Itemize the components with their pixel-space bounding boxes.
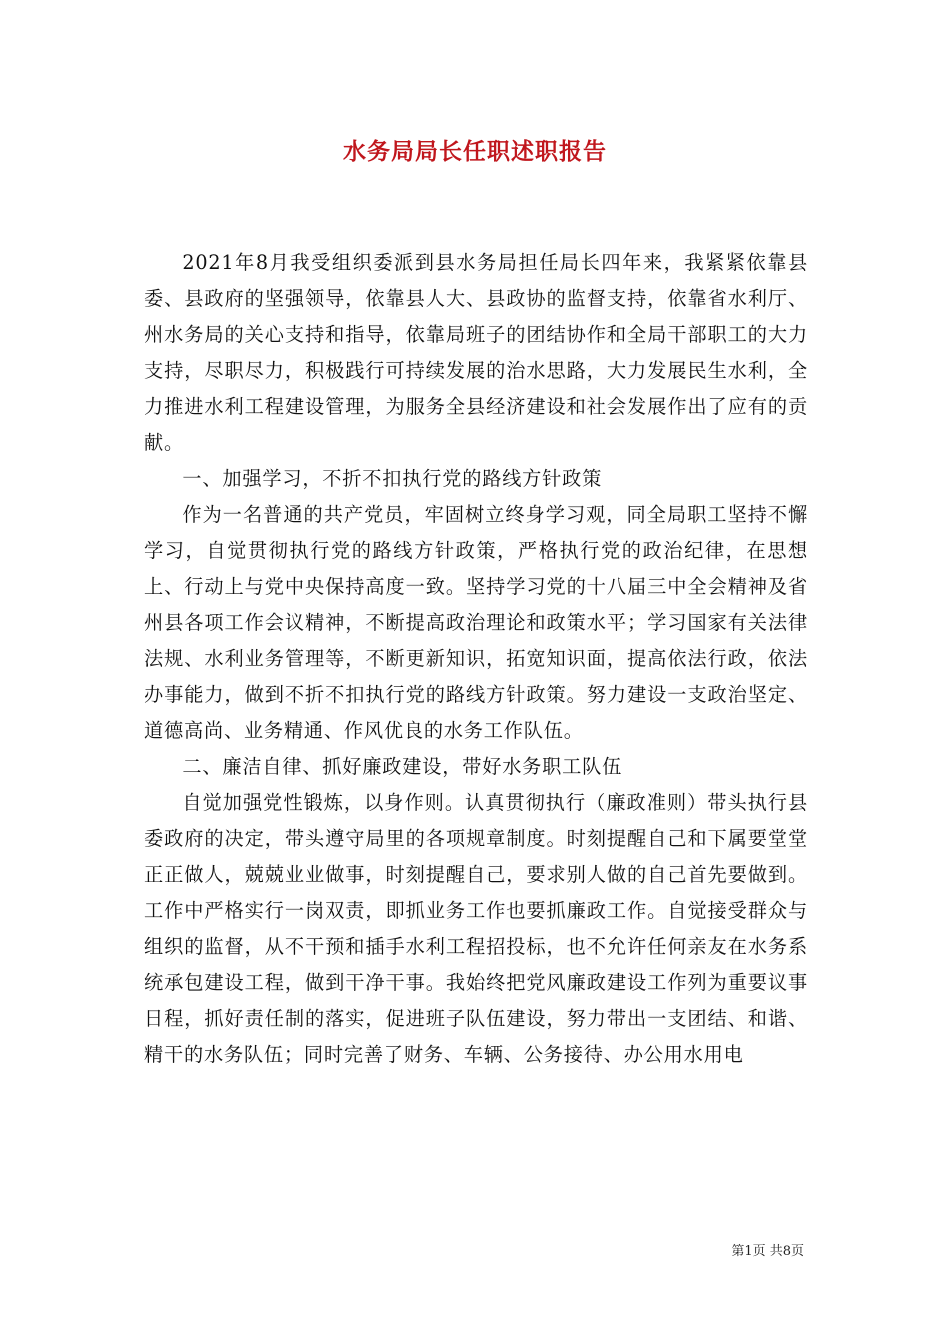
document-title: 水务局局长任职述职报告 [343,138,607,165]
page-number: 第1页 共8页 [731,1244,804,1259]
document-body [144,245,808,1073]
section-heading-2: 二、廉洁自律、抓好廉政建设，带好水务职工队伍 [182,755,623,778]
paragraph-intro: 2021年8月我受组织委派到县水务局担任局长四年来，我紧紧依靠县委、县政府的坚强领导，依靠县人大、县政协的监督支持，依靠省水利厅、州水务局的关心支持和指导，依靠局班子的团结协作和全局干部职工的大力支持，尽职尽力，积极践行可持续发展的治水思路，大力发展民生水利，全力推进水利工程建设管理，为服务全县经济建设和社会发展作出了应有的贡献。 [144,251,808,454]
paragraph-study: 作为一名普通的共产党员，牢固树立终身学习观，同全局职工坚持不懈学习，自觉贯彻执行党的路线方针政策，严格执行党的政治纪律，在思想上、行动上与党中央保持高度一致。坚持学习党的十八届三中全会精神及省州县各项工作会议精神，不断提高政治理论和政策水平；学习国家有关法律法规、水利业务管理等，不断更新知识，拓宽知识面，提高依法行政，依法办事能力，做到不折不扣执行党的路线方针政策。努力建设一支政治坚定、道德高尚、业务精通、作风优良的水务工作队伍。 [144,503,808,742]
section-heading-1: 一、加强学习，不折不扣执行党的路线方针政策 [182,467,603,490]
paragraph-integrity: 自觉加强党性锻炼，以身作则。认真贯彻执行（廉政准则）带头执行县委政府的决定，带头遵守局里的各项规章制度。时刻提醒自己和下属要堂堂正正做人，兢兢业业做事，时刻提醒自己，要求别人做的自己首先要做到。工作中严格实行一岗双责，即抓业务工作也要抓廉政工作。自觉接受群众与组织的监督，从不干预和插手水利工程招投标，也不允许任何亲友在水务系统承包建设工程，做到干净干事。我始终把党风廉政建设工作列为重要议事日程，抓好责任制的落实，促进班子队伍建设，努力带出一支团结、和谐、精干的水务队伍；同时完善了财务、车辆、公务接待、办公用水用电 [144,791,808,1066]
